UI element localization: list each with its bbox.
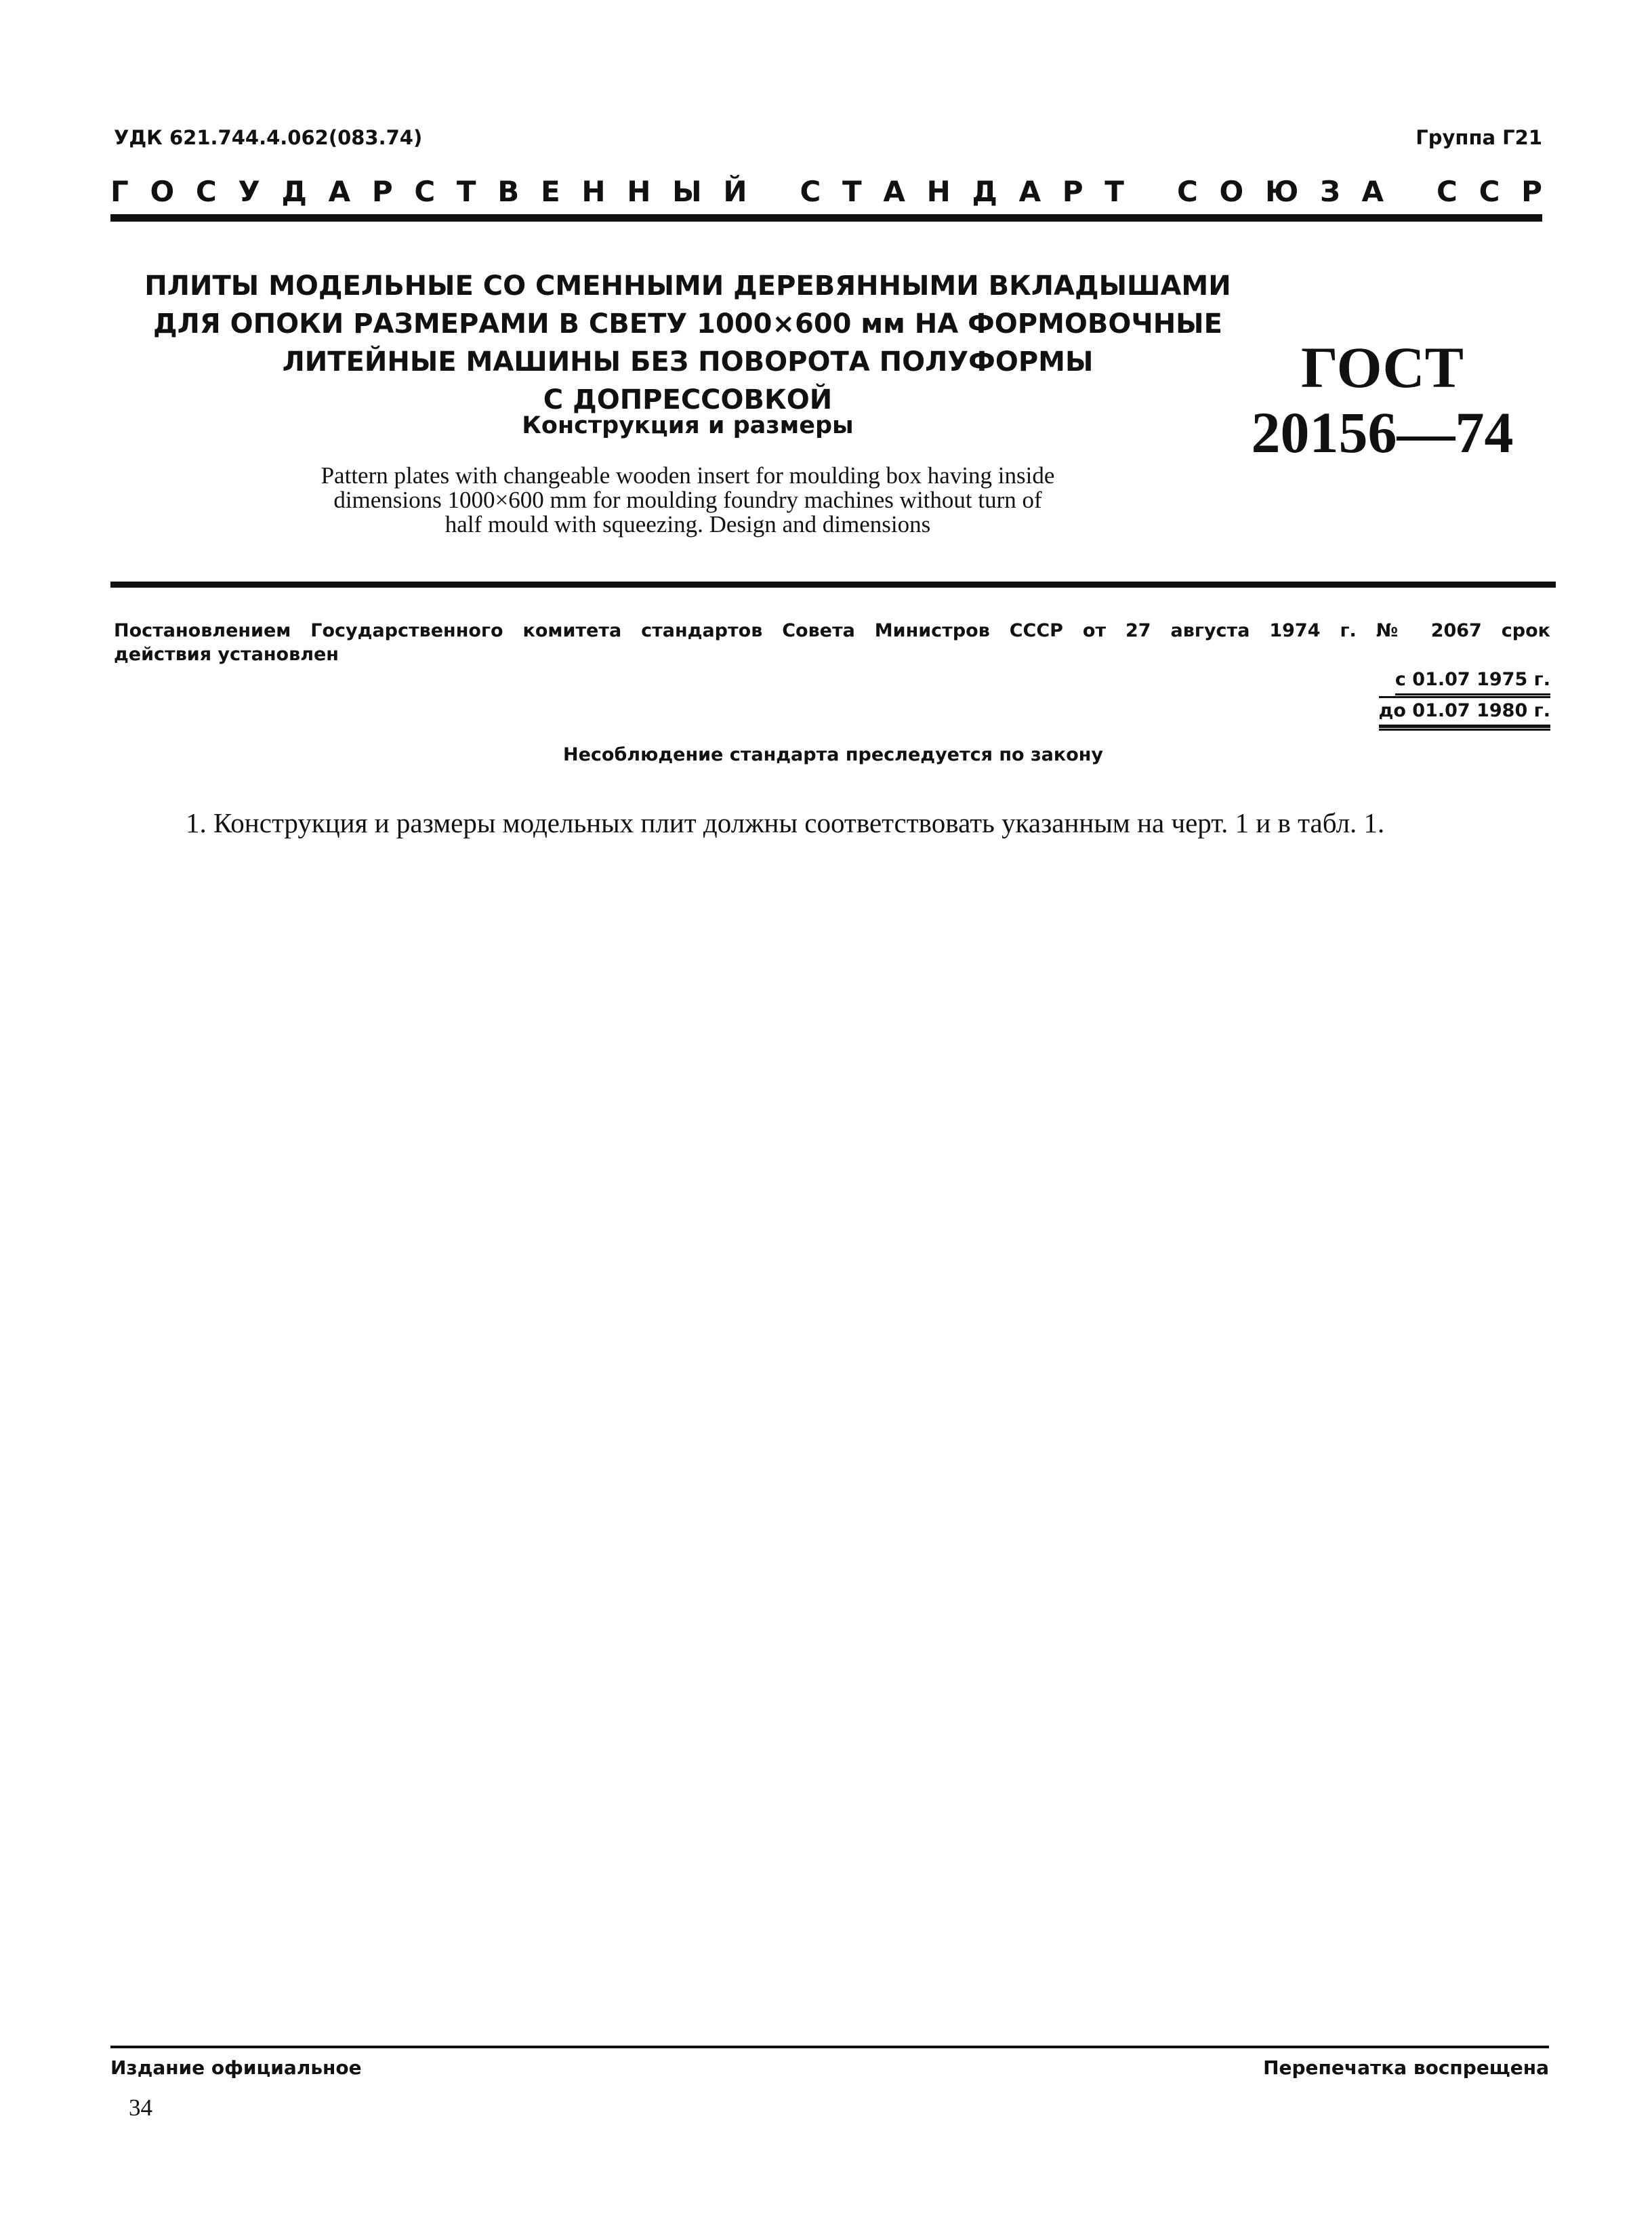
english-title-line-3: half mould with squeezing. Design and dimensions bbox=[445, 511, 931, 537]
banner-letter: З bbox=[1319, 175, 1340, 208]
gost-designation bbox=[1220, 335, 1545, 465]
english-title bbox=[115, 464, 1260, 537]
banner-letter: А bbox=[328, 175, 351, 208]
banner-letter: Т bbox=[842, 175, 862, 208]
banner-gap bbox=[1405, 175, 1416, 208]
decree-text: Постановлением Государственного комитета стандартов Совета Министров СССР от 27 августа 1974 г. № 2067 срок bbox=[114, 620, 1550, 641]
banner-letter: О bbox=[150, 175, 175, 208]
gost-label: ГОСТ bbox=[1301, 335, 1464, 400]
banner-letter: Н bbox=[926, 175, 951, 208]
footer-rule bbox=[110, 2046, 1549, 2048]
banner-letter: А bbox=[883, 175, 905, 208]
banner-letter: Т bbox=[456, 175, 476, 208]
banner-letter: Ю bbox=[1264, 175, 1299, 208]
english-title-line-2: dimensions 1000×600 mm for moulding foundry machines without turn of bbox=[333, 487, 1042, 513]
udk-code: УДК 621.744.4.062(083.74) bbox=[114, 126, 423, 149]
banner-letter: С bbox=[800, 175, 821, 208]
banner-letter: У bbox=[238, 175, 260, 208]
paragraph-1-text: 1. Конструкция и размеры модельных плит должны соответствовать указанным на черт. 1 и в табл. 1. bbox=[186, 807, 1385, 838]
banner-letter: Н bbox=[627, 175, 651, 208]
banner-letter: Ы bbox=[672, 175, 702, 208]
banner-letter: Е bbox=[540, 175, 560, 208]
reprint-notice: Перепечатка воспрещена bbox=[1263, 2056, 1549, 2079]
banner-letter: С bbox=[195, 175, 217, 208]
banner-letter: А bbox=[1361, 175, 1384, 208]
banner-gap bbox=[768, 175, 779, 208]
legal-notice: Несоблюдение стандарта преследуется по закону bbox=[562, 744, 1104, 765]
banner-letter: С bbox=[1437, 175, 1458, 208]
banner-letter: Р bbox=[371, 175, 393, 208]
title-line-3: ЛИТЕЙНЫЕ МАШИНЫ БЕЗ ПОВОРОТА ПОЛУФОРМЫ bbox=[282, 346, 1094, 378]
banner-letter: Р bbox=[1521, 175, 1542, 208]
validity-to-date: до 01.07 1980 г. bbox=[1379, 698, 1550, 728]
validity-to bbox=[1379, 698, 1550, 731]
banner-letter: Н bbox=[581, 175, 606, 208]
banner-letter: Т bbox=[1104, 175, 1124, 208]
banner-letter: С bbox=[414, 175, 436, 208]
banner-letter: О bbox=[1219, 175, 1244, 208]
title-line-1: ПЛИТЫ МОДЕЛЬНЫЕ СО СМЕННЫМИ ДЕРЕВЯННЫМИ ВКЛАДЫШАМИ bbox=[144, 270, 1231, 302]
page-number: 34 bbox=[129, 2094, 152, 2121]
banner-letter: В bbox=[497, 175, 520, 208]
english-title-line-1: Pattern plates with changeable wooden insert for moulding box having inside bbox=[321, 462, 1055, 489]
title-line-4: С ДОПРЕССОВКОЙ bbox=[543, 384, 833, 415]
banner-letter: С bbox=[1479, 175, 1500, 208]
banner-letter: Г bbox=[110, 175, 129, 208]
banner-gap bbox=[1146, 175, 1156, 208]
top-rule bbox=[110, 214, 1542, 222]
banner-letter: С bbox=[1176, 175, 1198, 208]
state-standard-banner bbox=[110, 175, 1542, 208]
gost-number: 20156—74 bbox=[1251, 400, 1514, 465]
middle-rule bbox=[110, 582, 1556, 588]
edition-label: Издание официальное bbox=[110, 2056, 362, 2079]
validity-from bbox=[1379, 667, 1550, 698]
document-subtitle: Конструкция и размеры bbox=[522, 412, 854, 439]
banner-letter: Й bbox=[723, 175, 747, 208]
banner-letter: Р bbox=[1062, 175, 1083, 208]
document-title bbox=[115, 267, 1260, 419]
banner-letter: А bbox=[1018, 175, 1041, 208]
paragraph-1 bbox=[114, 805, 1544, 840]
decree-text-continued: действия установлен bbox=[114, 644, 339, 665]
validity-from-date: с 01.07 1975 г. bbox=[1395, 667, 1550, 695]
banner-letter: Д bbox=[281, 175, 307, 208]
banner-letter: Д bbox=[972, 175, 997, 208]
group-code: Группа Г21 bbox=[1416, 126, 1542, 149]
title-line-2: ДЛЯ ОПОКИ РАЗМЕРАМИ В СВЕТУ 1000×600 мм НА ФОРМОВОЧНЫЕ bbox=[153, 308, 1222, 340]
validity-period bbox=[1379, 667, 1550, 731]
